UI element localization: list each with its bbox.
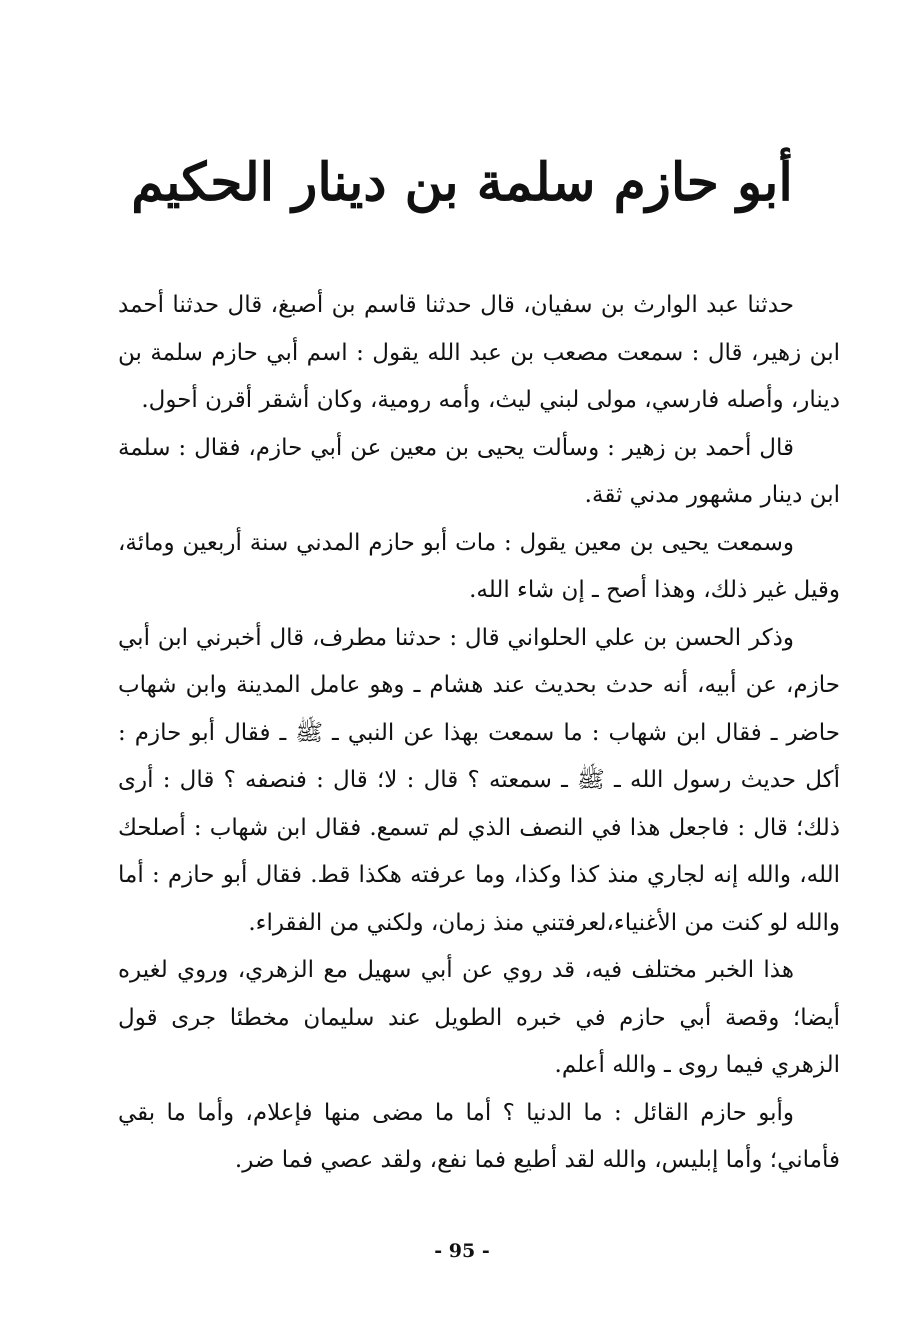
paragraph-1: حدثنا عبد الوارث بن سفيان، قال حدثنا قاسم بن أصبغ، قال حدثنا أحمد ابن زهير، قال : سمعت مصعب بن عبد الله يقول : اسم أبي حازم سلمة بن دينار، وأصله فارسي، مولى لبني ليث، وأمه رومية، وكان أشقر أقرن أحول. bbox=[118, 292, 840, 413]
paragraph-4: وذكر الحسن بن علي الحلواني قال : حدثنا مطرف، قال أخبرني ابن أبي حازم، عن أبيه، أنه حدث بحديث عند هشام ـ وهو عامل المدينة وابن شهاب حاضر ـ فقال ابن شهاب : ما سمعت بهذا عن النبي ـ ﷺ ـ فقال أبو حازم : أكل حديث رسول الله ـ ﷺ ـ سمعته ؟ قال : لا؛ قال : فنصفه ؟ قال : أرى ذلك؛ قال : فاجعل هذا في النصف الذي لم تسمع. فقال ابن شهاب : أصلحك الله، والله إنه لجاري منذ كذا وكذا، وما عرفته هكذا قط. فقال أبو حازم : أما والله لو كنت من الأغنياء،لعرفتني منذ زمان، ولكني من الفقراء. bbox=[118, 624, 840, 936]
paragraph-3: وسمعت يحيى بن معين يقول : مات أبو حازم المدني سنة أربعين ومائة، وقيل غير ذلك، وهذا أصح ـ إن شاء الله. bbox=[118, 529, 840, 603]
paragraph-2: قال أحمد بن زهير : وسألت يحيى بن معين عن أبي حازم، فقال : سلمة ابن دينار مشهور مدني ثقة. bbox=[118, 434, 840, 508]
page-number: - 95 - bbox=[434, 1240, 490, 1262]
body-text bbox=[118, 282, 840, 1185]
page-title: أبو حازم سلمة بن دينار الحكيم bbox=[131, 152, 793, 213]
paragraph-5: هذا الخبر مختلف فيه، قد روي عن أبي سهيل مع الزهري، وروي لغيره أيضا؛ وقصة أبي حازم في خبره الطويل عند سليمان مخطئا جرى قول الزهري فيما روى ـ والله أعلم. bbox=[118, 957, 840, 1078]
paragraph-6: وأبو حازم القائل : ما الدنيا ؟ أما ما مضى منها فإعلام، وأما ما بقي فأماني؛ وأما إبليس، والله لقد أطيع فما نفع، ولقد عصي فما ضر. bbox=[118, 1099, 840, 1173]
